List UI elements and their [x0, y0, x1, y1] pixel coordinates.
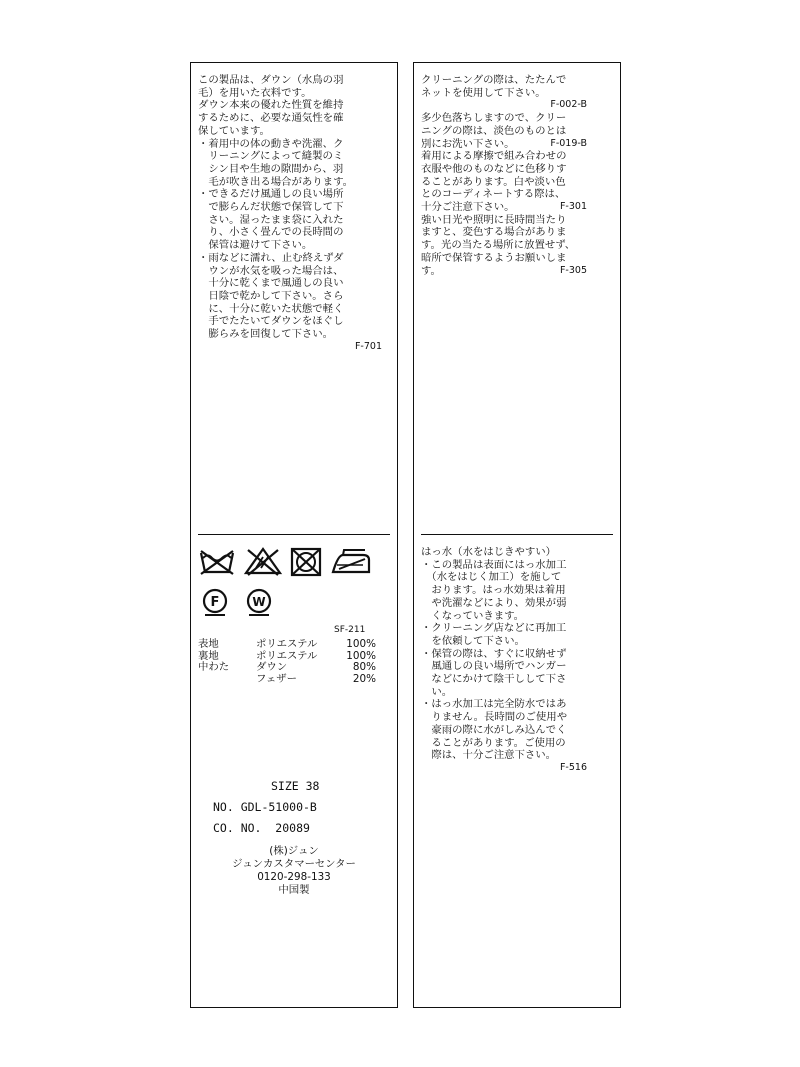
text-line: 保管は避けて下さい。 [198, 239, 313, 252]
text-line: りません。長時間のご使用や [421, 711, 568, 724]
text-line: 多少色落ちしますので、クリー [421, 112, 567, 125]
text-line: ますと、変色する場合がありま [421, 226, 567, 239]
wet-clean-letter: W [252, 595, 266, 609]
no-bleach-icon [242, 546, 284, 578]
fiber-content-table [198, 639, 376, 685]
fiber-part: 裏地 [198, 649, 219, 662]
text-line: ・できるだけ風通しの良い場所 [198, 188, 344, 201]
text-line: す。光の当たる場所に放置せず、 [421, 239, 576, 252]
phone-number: 0120-298-133 [257, 871, 331, 883]
text-line: 着用による摩擦で組み合わせの [421, 150, 567, 163]
text-line: ることがあります。白や淡い色 [421, 175, 566, 188]
text-line: するために、必要な通気性を確 [198, 112, 344, 125]
text-line: シン目や生地の隙間から、羽 [198, 162, 344, 175]
cleaning-notes [421, 74, 613, 277]
care-code: F-305 [559, 264, 587, 276]
text-line: ・はっ水加工は完全防水ではあ [421, 698, 567, 711]
left-divider [198, 534, 390, 535]
text-line: ダウン本来の優れた性質を維持 [198, 99, 344, 112]
text-line: ネットを使用して下さい。 [421, 86, 546, 99]
text-line [421, 138, 613, 151]
size-label: SIZE 38 [271, 779, 320, 793]
fiber-percent: 100% [346, 638, 376, 650]
text-line: （水をはじく加工）を施して [421, 571, 562, 584]
text-line: で膨らんだ状態で保管して下 [198, 201, 344, 214]
text-line: に、十分に乾いた状態で軽く [198, 302, 344, 315]
text-line: 豪雨の際に水がしみ込んでく [421, 723, 567, 736]
fiber-part [198, 674, 256, 686]
text-line: ・この製品は表面にはっ水加工 [421, 558, 567, 571]
table-row [198, 639, 376, 651]
care-code: F-019-B [550, 137, 587, 149]
text-line: を依頼して下さい。 [421, 634, 525, 647]
text-line: ることがあります。ご使用の [421, 736, 566, 749]
text-line: 風通しの良い場所でハンガー [421, 660, 567, 673]
no-tumble-dry-icon [289, 546, 325, 578]
product-number: NO. GDL-51000-B [213, 800, 317, 814]
text-line: ・クリーニング店などに再加工 [421, 622, 567, 635]
care-code: F-002-B [550, 99, 587, 111]
text-line: くなっていきます。 [421, 609, 525, 622]
dry-clean-letter: F [210, 595, 220, 610]
text-line: ・雨などに濡れ、止む終えずダ [198, 251, 344, 264]
text-line: ウンが水気を吸った場合は、 [198, 264, 344, 277]
text-line: とのコーディネートする際は、 [421, 188, 566, 201]
text-line [421, 201, 613, 214]
fiber-material: ポリエステル [256, 638, 318, 650]
text-line: い。 [421, 685, 453, 698]
fiber-material: ポリエステル [256, 649, 318, 662]
text-line: 強い日光や照明に長時間当たり [421, 213, 567, 226]
customer-center: ジュンカスタマーセンター [232, 858, 356, 870]
text-line: 保しています。 [198, 124, 270, 137]
text-line: 衣服や他のものなどに色移りす [421, 162, 567, 175]
text-line: 手でたたいてダウンをほぐし [198, 315, 344, 328]
care-symbols-row [198, 546, 373, 578]
table-row [198, 674, 376, 686]
fiber-percent: 100% [346, 649, 376, 662]
text-line: 暗所で保管するようお願いしま [421, 251, 567, 264]
text-line: ・保管の際は、すぐに収納せず [421, 647, 567, 660]
text-line: や洗濯などにより、効果が弱 [421, 596, 567, 609]
company-name: (株)ジュン [269, 845, 319, 857]
professional-care-row [200, 587, 274, 617]
sf-code: SF-211 [334, 625, 366, 635]
text-line: などにかけて陰干しして下さ [421, 673, 567, 686]
care-code: F-701 [354, 340, 382, 352]
text-line: おります。はっ水効果は着用 [421, 584, 566, 597]
text-line: ・着用中の体の動きや洗濯、ク [198, 137, 344, 150]
text-line: さい。湿ったまま袋に入れた [198, 213, 344, 226]
text-line-part: す。 [421, 264, 441, 277]
text-line: 毛が吹き出る場合があります。 [198, 175, 354, 188]
text-line: 膨らみを回復して下さい。 [198, 328, 334, 341]
fiber-percent: 80% [352, 661, 376, 674]
fiber-percent: 20% [352, 672, 376, 685]
iron-low-icon [329, 546, 373, 578]
company-info [198, 845, 390, 897]
care-code: F-301 [559, 201, 587, 213]
co-number: CO. NO. 20089 [213, 821, 310, 835]
text-line-part: 十分ご注意下さい。 [421, 201, 515, 214]
no-wash-icon [198, 546, 236, 578]
water-repellent-notes [421, 546, 613, 775]
text-line: クリーニングの際は、たたんで [421, 74, 567, 86]
text-line [421, 265, 613, 278]
down-care-text [198, 74, 390, 353]
fiber-part: 中わた [198, 661, 230, 674]
care-code: F-516 [559, 761, 587, 773]
right-divider [421, 534, 613, 535]
country-of-origin: 中国製 [278, 884, 310, 896]
dry-clean-f-icon [200, 587, 230, 617]
wet-clean-w-icon [244, 587, 274, 617]
text-line: リーニングによって縫製のミ [198, 150, 344, 163]
text-line: この製品は、ダウン（水鳥の羽 [198, 74, 344, 86]
section-heading: はっ水（水をはじきやすい） [421, 546, 557, 558]
text-line: ニングの際は、淡色のものとは [421, 124, 567, 137]
fiber-material: フェザー [256, 672, 298, 685]
text-line: り、小さく畳んでの長時間の [198, 226, 344, 239]
text-line: 毛）を用いた衣料です。 [198, 86, 312, 99]
text-line: 際は、十分ご注意下さい。 [421, 749, 557, 762]
text-line: 十分に乾くまで風通しの良い [198, 277, 344, 290]
fiber-part: 表地 [198, 638, 219, 650]
fiber-material: ダウン [256, 661, 288, 674]
text-line: 日陰で乾かして下さい。さら [198, 289, 344, 302]
text-line-part: 別にお洗い下さい。 [421, 137, 515, 150]
